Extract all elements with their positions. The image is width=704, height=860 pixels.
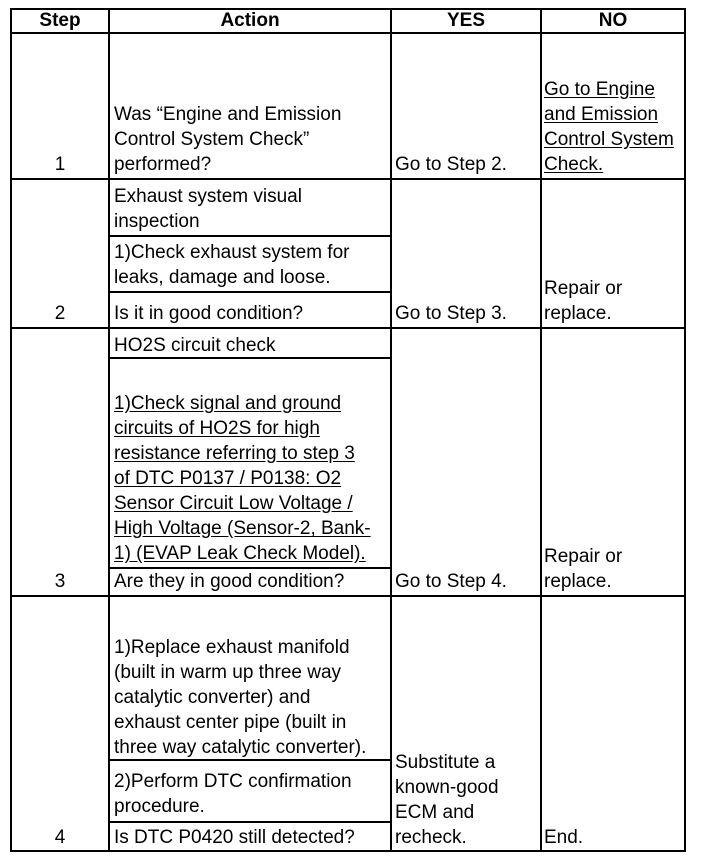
diagnostic-table [10, 8, 686, 852]
table-border-left [10, 8, 12, 852]
action-question: Is DTC P0420 still detected? [114, 827, 355, 848]
action-instruction: 1)Check exhaust system for leaks, damage and loose. [114, 242, 350, 288]
ho2s-circuit-reference-link[interactable]: 1)Check signal and ground circuits of HO2S for high resistance referring to step 3 of DTC P0137 / P0138: O2 Sensor Circuit Low Voltage / High Voltage (Sensor-2, Bank- 1) (EVAP Leak Check Model). [114, 393, 371, 564]
action-subdivider [108, 235, 392, 237]
header-no: NO [598, 10, 628, 31]
step-number: 3 [54, 571, 66, 592]
yes-result: Go to Step 2. [395, 154, 507, 175]
action-title: Exhaust system visual inspection [114, 186, 302, 232]
column-divider [540, 8, 542, 852]
header-step: Step [39, 10, 81, 31]
table-border-right [684, 8, 686, 852]
column-divider [390, 8, 392, 852]
header-yes: YES [446, 10, 486, 31]
row-divider [10, 595, 686, 597]
action-instruction: 2)Perform DTC confirmation procedure. [114, 771, 352, 817]
yes-result: Go to Step 4. [395, 571, 507, 592]
action-subdivider [108, 821, 392, 823]
action-title: HO2S circuit check [114, 335, 276, 356]
no-result: End. [544, 827, 584, 848]
table-border-bottom [10, 850, 686, 852]
action-question: Are they in good condition? [114, 571, 345, 592]
header-action: Action [220, 10, 280, 31]
yes-result: Substitute a known-good ECM and recheck. [395, 752, 499, 848]
step-number: 2 [54, 303, 66, 324]
row-divider [10, 327, 686, 329]
action-subdivider [108, 291, 392, 293]
column-divider [108, 8, 110, 852]
action-question: Is it in good condition? [114, 303, 304, 324]
no-result: Repair or replace. [544, 278, 623, 324]
action-instruction: 1)Replace exhaust manifold (built in warm up three way catalytic converter) and exhaust center pipe (built in three way catalytic converter). [114, 637, 367, 758]
action-question: Was “Engine and Emission Control System Check” performed? [114, 104, 342, 175]
no-result: Repair or replace. [544, 546, 623, 592]
engine-emission-check-link[interactable]: Go to Engine and Emission Control System Check. [544, 79, 674, 175]
step-number: 4 [54, 827, 66, 848]
yes-result: Go to Step 3. [395, 303, 507, 324]
step-number: 1 [54, 154, 66, 175]
row-divider [10, 178, 686, 180]
